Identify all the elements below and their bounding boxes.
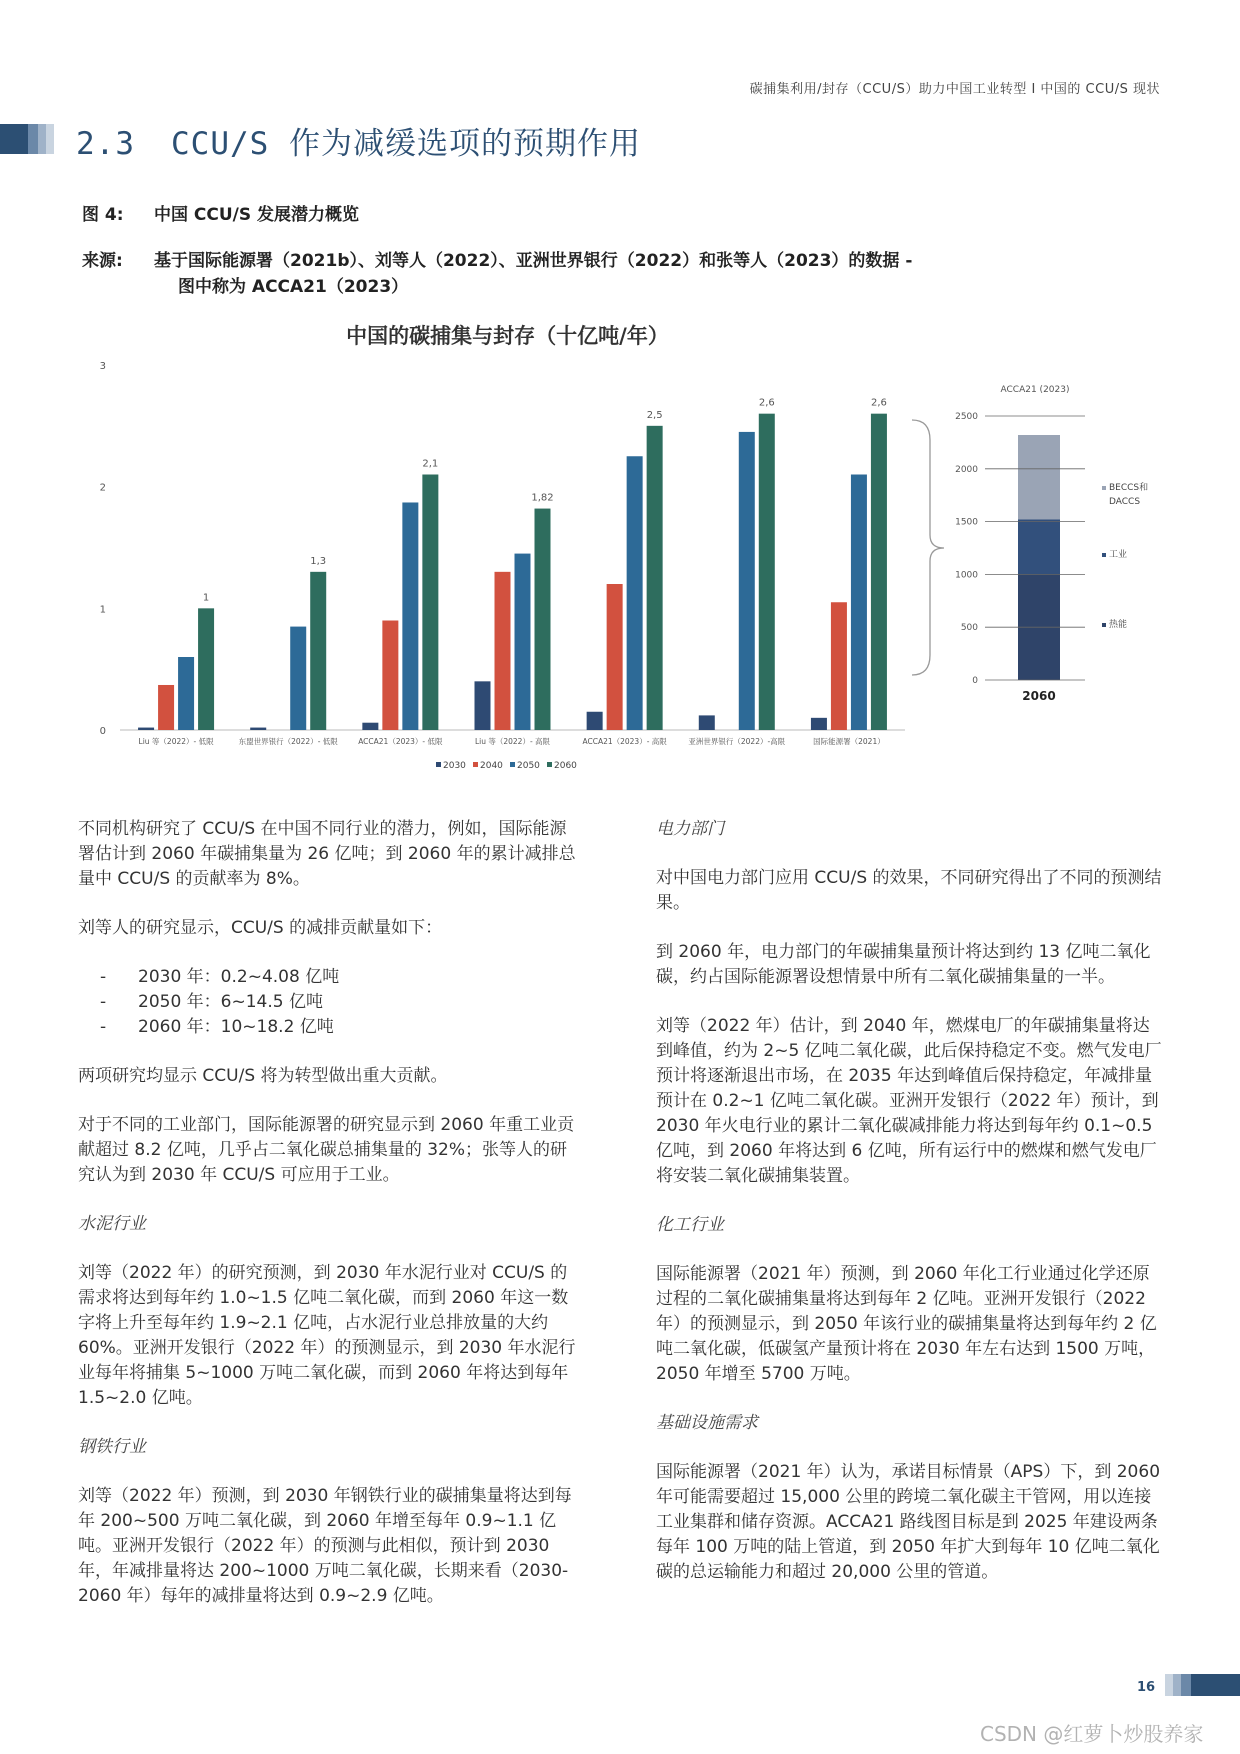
legend-swatch-2040 — [473, 762, 478, 767]
side-legend-label: DACCS — [1109, 497, 1141, 507]
x-tick-label: 东盟世界银行（2022）- 低限 — [238, 737, 338, 746]
figure-number: 图 4: — [82, 205, 124, 225]
paragraph: 两项研究均显示 CCU/S 将为转型做出重大贡献。 — [78, 1066, 448, 1086]
paragraph: 到 2060 年，电力部门的年碳捕集量预计将达到约 13 亿吨二氧化碳，约占国际能源署设想情景中所有二氧化碳捕集量的一半。 — [656, 942, 1151, 987]
x-tick-label: ACCA21（2023）- 低限 — [358, 737, 443, 746]
x-tick-label: 国际能源署（2021） — [813, 737, 885, 746]
stack-segment — [1018, 435, 1060, 519]
bar-2060 — [310, 572, 326, 730]
side-y-tick-label: 500 — [960, 623, 978, 634]
subheading-cement: 水泥行业 — [78, 1214, 146, 1234]
stack-segment — [1018, 519, 1060, 574]
paragraph: 不同机构研究了 CCU/S 在中国不同行业的潜力，例如，国际能源署估计到 2060 年碳捕集量为 26 亿吨；到 2060 年的累计减排总量中 CCU/S 的贡献率为 8%。 — [78, 819, 576, 889]
bar-2030 — [362, 723, 378, 730]
side-y-tick-label: 1500 — [955, 517, 978, 528]
section-decoration — [0, 124, 54, 154]
y-tick-label: 3 — [99, 361, 106, 372]
source-line-1: 基于国际能源署（2021b）、刘等人（2022）、亚洲世界银行（2022）和张等人（2023）的数据 - — [154, 251, 913, 271]
paragraph: 国际能源署（2021 年）预测，到 2060 年化工行业通过化学还原过程的二氧化碳捕集量将达到每年 2 亿吨。亚洲开发银行（2022 年）的预测显示，到 2050 年该行业的碳捕集量将达到每年约 2 亿吨二氧化碳，低碳氢产量预计将在 2030 年左右达到 1500 万吨，2050 年增至 5700 万吨。 — [656, 1264, 1157, 1384]
bar-2060 — [647, 426, 663, 730]
chart-title: 中国的碳捕集与封存（十亿吨/年） — [346, 324, 669, 348]
data-label: 2,5 — [646, 409, 663, 421]
charts-area — [0, 350, 1240, 780]
bar-2060 — [759, 414, 775, 730]
page-number: 16 — [1137, 1680, 1156, 1695]
section-title — [76, 118, 641, 163]
legend-swatch-2030 — [436, 762, 441, 767]
y-tick-label: 0 — [99, 726, 106, 737]
side-legend-label: 工业 — [1109, 550, 1128, 560]
bar-2050 — [739, 432, 755, 730]
y-tick-label: 1 — [99, 604, 106, 616]
paragraph: 刘等（2022 年）预测，到 2030 年钢铁行业的碳捕集量将达到每年 200~500 万吨二氧化碳，到 2060 年增至每年 0.9~1.1 亿吨。亚洲开发银行（2022 年）的预测与此相似，预计到 2030 年，年减排量将达 200~1000 万吨二氧化碳，长期来看（2030-2060 年）每年的减排量将达到 0.9~2.9 亿吨。 — [78, 1486, 572, 1606]
bar-2030 — [811, 718, 827, 730]
data-label: 2,6 — [870, 397, 887, 409]
bar-2030 — [138, 728, 154, 730]
figure-source — [82, 248, 1162, 300]
right-column — [656, 817, 1164, 1609]
stacked-bar-chart — [955, 385, 1148, 703]
paragraph: 对于不同的工业部门，国际能源署的研究显示到 2060 年重工业贡献超过 8.2 亿吨，几乎占二氧化碳总捕集量的 32%；张等人的研究认为到 2030 年 CCU/S 可应用于工业。 — [78, 1115, 575, 1185]
bar-2060 — [198, 608, 214, 730]
list-item: - 2030 年：0.2~4.08 亿吨 — [78, 965, 578, 990]
bar-2050 — [515, 554, 531, 730]
bar-2050 — [290, 627, 306, 730]
paragraph: 对中国电力部门应用 CCU/S 的效果，不同研究得出了不同的预测结果。 — [656, 868, 1162, 913]
bar-2040 — [382, 621, 398, 731]
y-tick-label: 2 — [99, 482, 106, 494]
side-legend-swatch — [1102, 486, 1106, 490]
data-label: 2,1 — [422, 458, 439, 470]
data-label: 2,6 — [758, 397, 775, 409]
legend-label: 2030 — [443, 761, 466, 771]
bar-2060 — [871, 414, 887, 730]
side-legend-swatch — [1102, 553, 1106, 557]
side-legend-label: 热能 — [1109, 620, 1128, 630]
legend-label: 2050 — [517, 761, 540, 771]
side-legend-label: BECCS和 — [1109, 483, 1149, 493]
x-tick-label: ACCA21（2023）- 高限 — [582, 737, 667, 746]
figure-label — [82, 200, 359, 225]
paragraph: 刘等（2022 年）估计，到 2040 年，燃煤电厂的年碳捕集量将达到峰值，约为 2~5 亿吨二氧化碳，此后保持稳定不变。燃气发电厂预计将逐渐退出市场，在 2035 年达到峰值后保持稳定，年减排量预计在 0.2~1 亿吨二氧化碳。亚洲开发银行（2022 年）预计，到 2030 年火电行业的累计二氧化碳减排能力将达到每年约 0.1~0.5 亿吨，到 2060 年将达到 6 亿吨，所有运行中的燃煤和燃气发电厂将安装二氧化碳捕集装置。 — [656, 1016, 1162, 1186]
section-number: 2.3 — [76, 126, 135, 162]
bullet-list — [78, 965, 578, 1040]
legend-label: 2060 — [554, 761, 577, 771]
chart-brace — [912, 420, 944, 675]
figure-title: 中国 CCU/S 发展潜力概览 — [154, 205, 360, 225]
side-y-tick-label: 2500 — [955, 412, 978, 422]
bar-2050 — [627, 456, 643, 730]
list-item: - 2050 年：6~14.5 亿吨 — [78, 990, 578, 1015]
bar-2030 — [699, 715, 715, 730]
side-y-tick-label: 2000 — [955, 464, 978, 475]
section-heading: CCU/S 作为减缓选项的预期作用 — [171, 126, 641, 162]
bar-2050 — [851, 475, 867, 731]
source-line-2: 图中称为 ACCA21（2023） — [178, 277, 409, 297]
subheading-infrastructure: 基础设施需求 — [656, 1413, 758, 1433]
bar-2040 — [607, 584, 623, 730]
watermark: CSDN @红萝卜炒股养家 — [980, 1722, 1204, 1746]
list-item: - 2060 年：10~18.2 亿吨 — [78, 1015, 578, 1040]
side-y-tick-label: 0 — [972, 676, 978, 686]
bar-2050 — [402, 502, 418, 730]
legend-label: 2040 — [480, 761, 503, 771]
bar-2050 — [178, 657, 194, 730]
bar-2060 — [422, 475, 438, 731]
x-tick-label: Liu 等（2022）- 低限 — [138, 737, 214, 746]
legend-swatch-2060 — [547, 762, 552, 767]
paragraph: 刘等人的研究显示，CCU/S 的减排贡献量如下： — [78, 918, 443, 938]
paragraph: 刘等（2022 年）的研究预测，到 2030 年水泥行业对 CCU/S 的需求将达到每年约 1.0~1.5 亿吨二氧化碳，而到 2060 年这一数字将上升至每年约 1.9~2.1 亿吨，占水泥行业总排放量的大约 60%。亚洲开发银行（2022 年）的预测显示，到 2030 年水泥行业每年将捕集 5~1000 万吨二氧化碳，而到 2060 年将达到每年 1.5~2.0 亿吨。 — [78, 1263, 576, 1408]
data-label: 1,82 — [531, 492, 554, 504]
bar-2040 — [158, 685, 174, 730]
paragraph: 国际能源署（2021 年）认为，承诺目标情景（APS）下，到 2060 年可能需要超过 15,000 公里的跨境二氧化碳主干管网，用以连接工业集群和储存资源。ACCA21 路线图目标是到 2025 年建设两条每年 100 万吨的陆上管道，到 2050 年扩大到每年 10 亿吨二氧化碳的总运输能力和超过 20,000 公里的管道。 — [656, 1462, 1161, 1582]
footer-decoration — [1165, 1674, 1240, 1696]
bar-2030 — [250, 728, 266, 730]
legend-swatch-2050 — [510, 762, 515, 767]
data-label: 1 — [202, 592, 210, 604]
side-chart-title: ACCA21 (2023) — [1000, 385, 1070, 395]
main-bar-chart — [100, 361, 905, 771]
bar-2040 — [495, 572, 511, 730]
side-y-tick-label: 1000 — [955, 570, 978, 581]
data-label: 1,3 — [310, 555, 327, 567]
subheading-chemical: 化工行业 — [656, 1215, 724, 1235]
left-column — [78, 817, 578, 1633]
side-legend-swatch — [1102, 623, 1106, 627]
subheading-power: 电力部门 — [656, 819, 724, 839]
bar-2030 — [587, 712, 603, 730]
running-header: 碳捕集利用/封存（CCU/S）助力中国工业转型 I 中国的 CCU/S 现状 — [749, 82, 1160, 97]
source-label: 来源: — [82, 251, 123, 271]
bar-2060 — [535, 509, 551, 730]
subheading-steel: 钢铁行业 — [78, 1437, 146, 1457]
x-tick-label: 亚洲世界银行（2022）-高限 — [688, 737, 786, 746]
side-x-label: 2060 — [1022, 689, 1056, 703]
bar-2030 — [475, 681, 491, 730]
bar-2040 — [831, 602, 847, 730]
x-tick-label: Liu 等（2022）- 高限 — [474, 737, 551, 746]
